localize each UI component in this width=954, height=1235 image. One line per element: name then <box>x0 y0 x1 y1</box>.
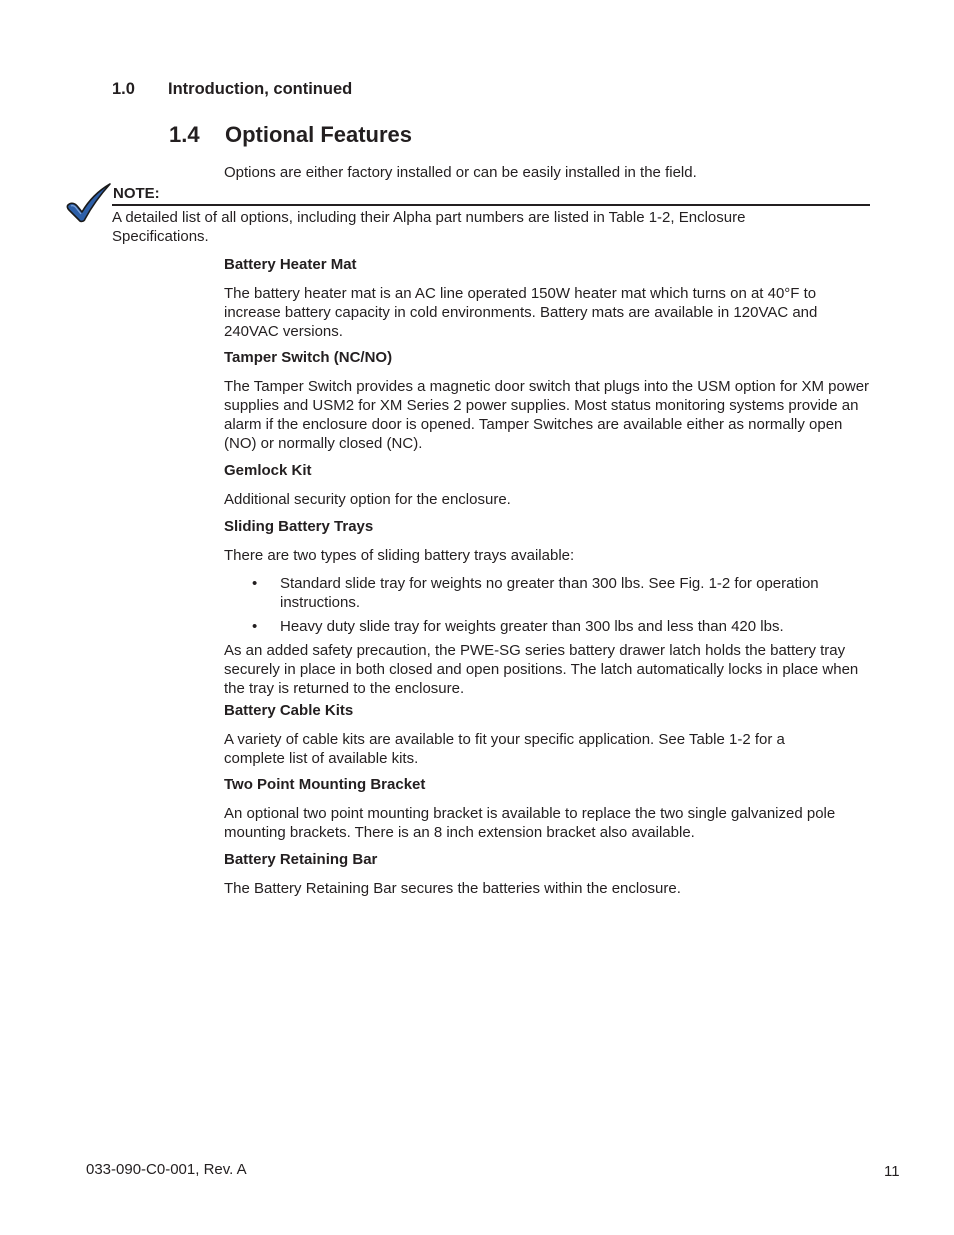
feature-title-sliding-battery-trays: Sliding Battery Trays <box>224 518 374 535</box>
document-number: 033-090-C0-001, Rev. A <box>86 1161 247 1178</box>
intro-paragraph: Options are either factory installed or can be easily installed in the field. <box>224 164 697 181</box>
subsection-title <box>169 122 412 148</box>
subsection-heading: Optional Features <box>225 122 413 147</box>
note-text: A detailed list of all options, including their Alpha part numbers are listed in Table 1-2, Enclosure Specifications. <box>112 209 746 245</box>
feature-title-gemlock-kit: Gemlock Kit <box>224 462 312 479</box>
section-title: Introduction, continued <box>168 80 353 98</box>
feature-title-two-point-mounting-bracket: Two Point Mounting Bracket <box>224 776 426 793</box>
feature-title-tamper-switch: Tamper Switch (NC/NO) <box>224 349 393 366</box>
feature-desc-battery-retaining-bar: The Battery Retaining Bar secures the batteries within the enclosure. <box>224 880 681 897</box>
feature-title-battery-cable-kits: Battery Cable Kits <box>224 702 354 719</box>
section-number: 1.0 <box>112 80 135 98</box>
feature-desc-battery-heater-mat: The battery heater mat is an AC line operated 150W heater mat which turns on at 40°F to increase battery capacity in cold environments. Battery mats are available in 120VAC and 240VAC versions. <box>224 285 818 340</box>
checkmark-icon <box>66 183 112 223</box>
feature-desc-gemlock-kit: Additional security option for the enclosure. <box>224 491 511 508</box>
feature-title-battery-heater-mat: Battery Heater Mat <box>224 256 357 273</box>
section-header <box>112 80 352 99</box>
feature-desc-battery-cable-kits: A variety of cable kits are available to fit your specific application. See Table 1-2 for a complete list of available kits. <box>224 731 785 767</box>
feature-desc-sliding-battery-trays: There are two types of sliding battery trays available: <box>224 547 575 564</box>
note-label: NOTE: <box>113 185 160 202</box>
feature-desc-tamper-switch: The Tamper Switch provides a magnetic door switch that plugs into the USM option for XM power supplies and USM2 for XM Series 2 power supplies. Most status monitoring systems provide an alarm if the enclosure door is opened. Tamper Switches are available either as normally open (NO) or normally closed (NC). <box>224 378 870 452</box>
note-divider <box>112 204 870 206</box>
page-number: 11 <box>884 1163 900 1180</box>
bullet-text: Standard slide tray for weights no greater than 300 lbs. See Fig. 1-2 for operation instructions. <box>280 575 819 611</box>
feature-desc-two-point-mounting-bracket: An optional two point mounting bracket is available to replace the two single galvanized pole mounting brackets. There is an 8 inch extension bracket also available. <box>224 805 836 841</box>
bullet-dot: • <box>252 575 258 592</box>
feature-note-sliding-battery-trays: As an added safety precaution, the PWE-SG series battery drawer latch holds the battery tray securely in place in both closed and open positions. The latch automatically locks in place when the tray is returned to the enclosure. <box>224 642 859 697</box>
bullet-text: Heavy duty slide tray for weights greater than 300 lbs and less than 420 lbs. <box>280 618 784 635</box>
feature-title-battery-retaining-bar: Battery Retaining Bar <box>224 851 378 868</box>
subsection-number: 1.4 <box>169 122 200 147</box>
bullet-dot: • <box>252 618 258 635</box>
